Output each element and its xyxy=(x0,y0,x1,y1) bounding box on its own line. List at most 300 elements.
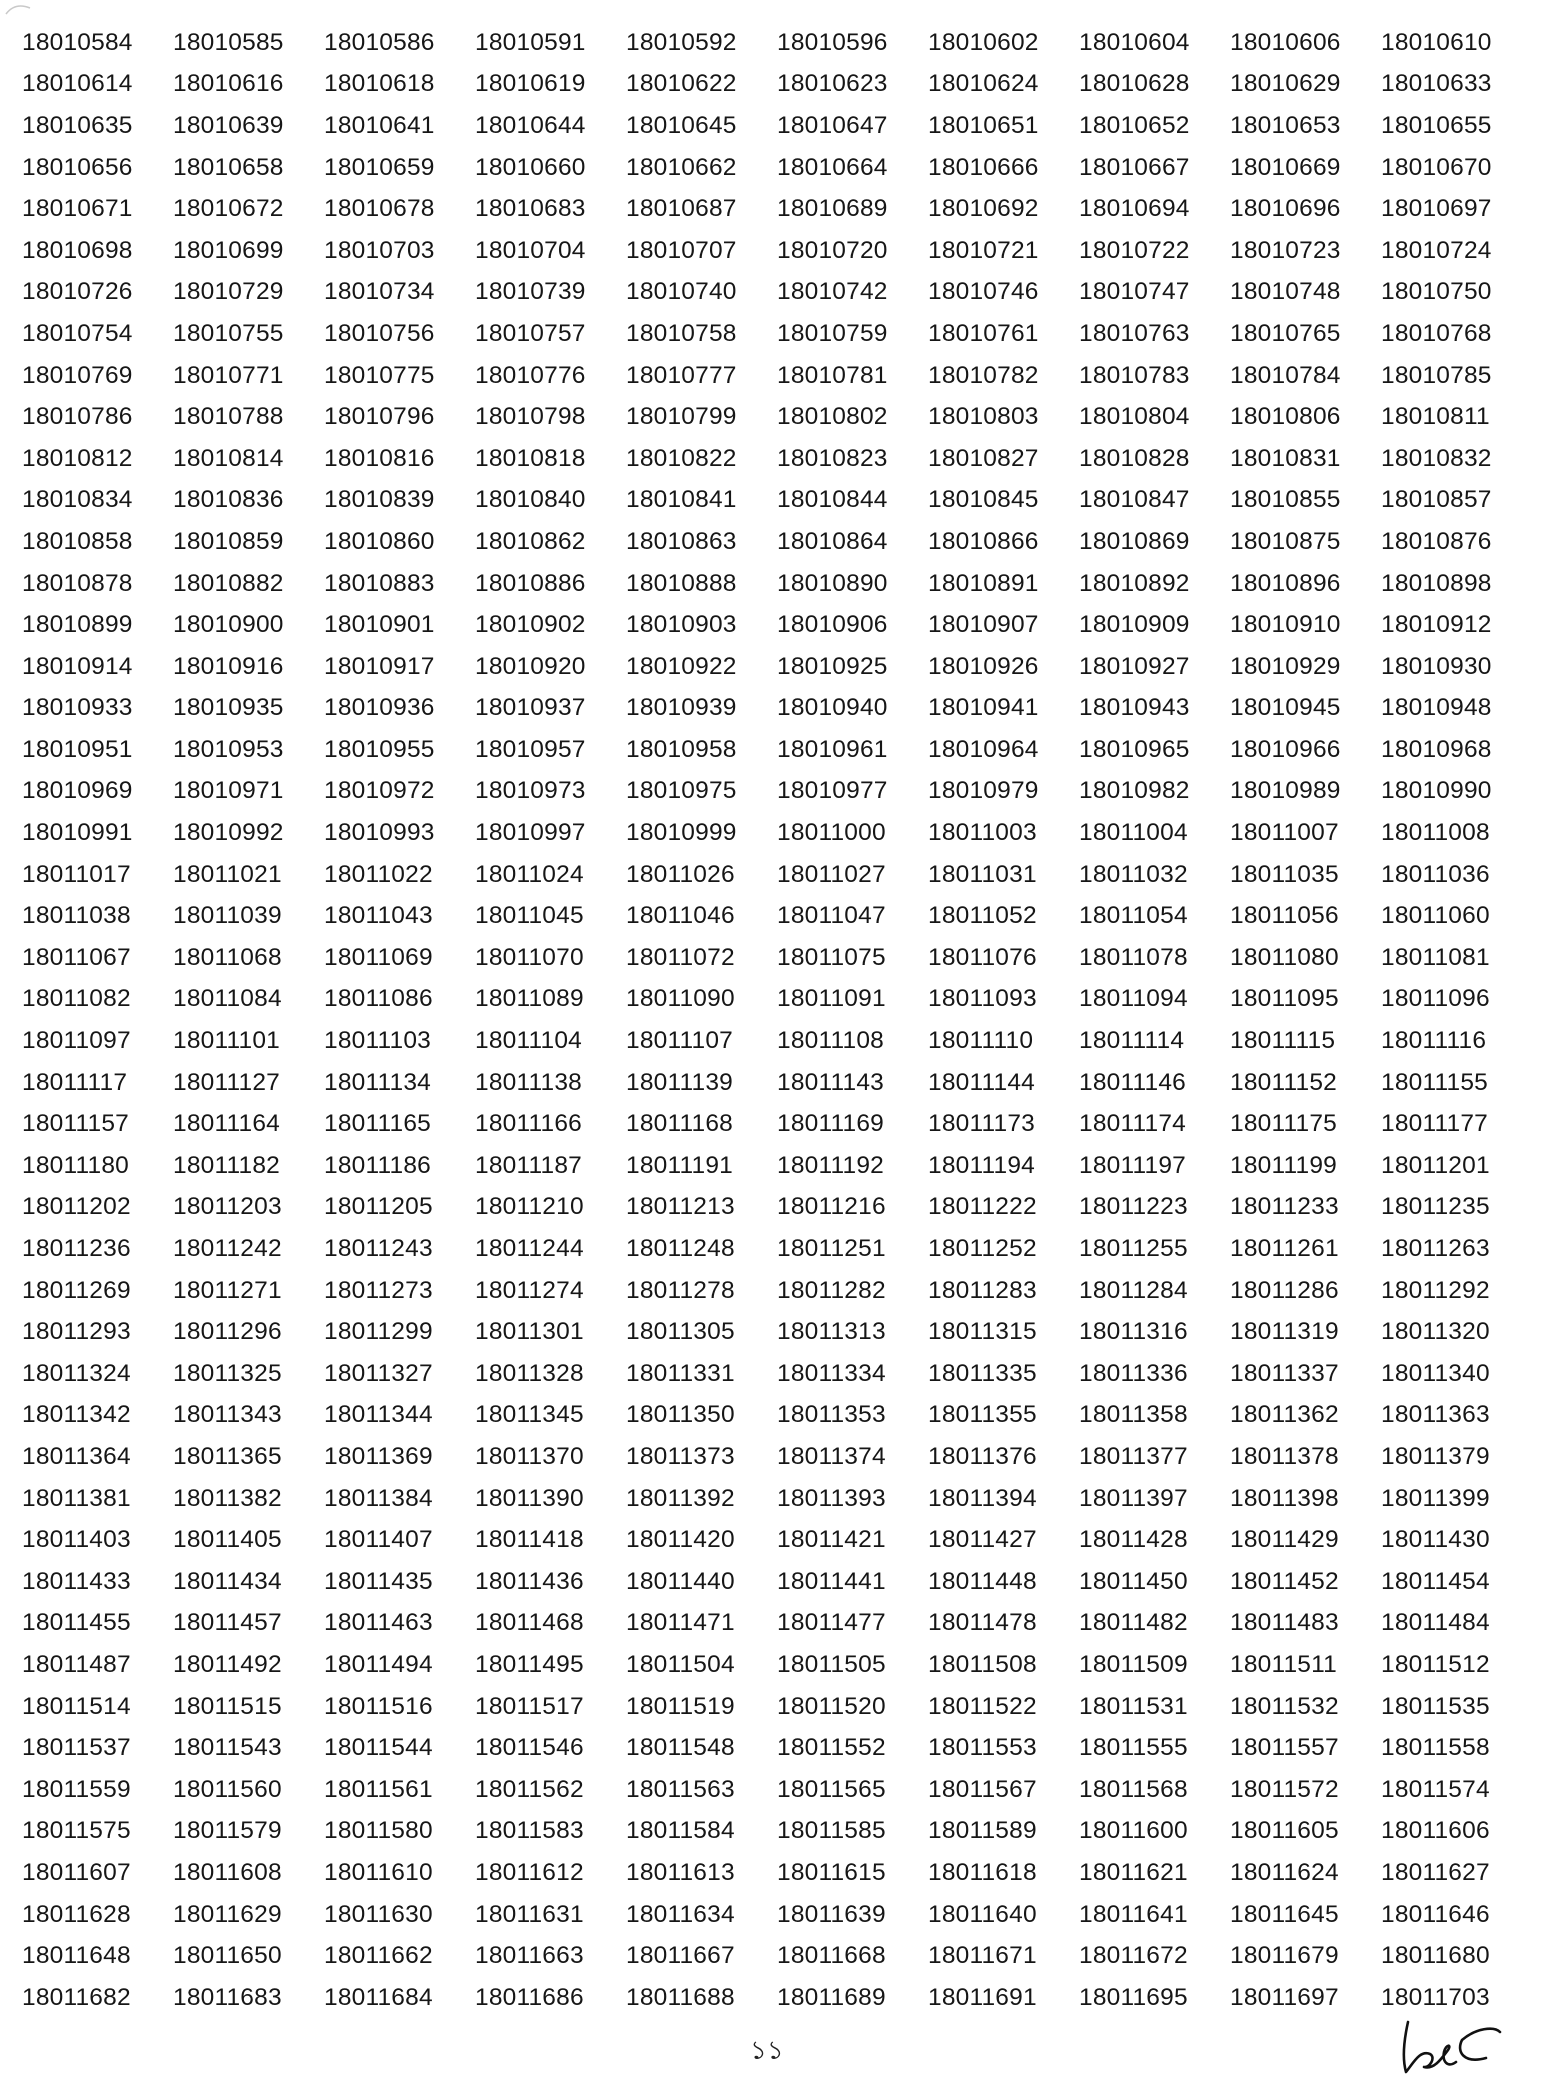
roll-number-cell: 18011535 xyxy=(1381,1692,1490,1720)
roll-number-cell: 18011143 xyxy=(777,1068,884,1096)
roll-number-cell: 18010624 xyxy=(928,70,1039,98)
roll-number-cell: 18010723 xyxy=(1230,236,1341,264)
roll-number-cell: 18011684 xyxy=(324,1983,433,2011)
roll-number-cell: 18010670 xyxy=(1381,153,1492,181)
table-row xyxy=(22,1103,1532,1145)
roll-number-cell: 18011319 xyxy=(1230,1318,1339,1346)
roll-number-cell: 18010618 xyxy=(324,70,435,98)
table-row xyxy=(22,64,1532,106)
roll-number-cell: 18010781 xyxy=(777,361,888,389)
roll-number-cell: 18010591 xyxy=(475,28,586,56)
roll-number-cell: 18011607 xyxy=(22,1858,131,1886)
roll-number-cell: 18011378 xyxy=(1230,1442,1339,1470)
roll-number-cell: 18010975 xyxy=(626,777,737,805)
table-row xyxy=(22,355,1532,397)
roll-number-cell: 18010937 xyxy=(475,694,586,722)
roll-number-cell: 18011187 xyxy=(475,1151,582,1179)
roll-number-cell: 18011070 xyxy=(475,943,584,971)
roll-number-cell: 18010669 xyxy=(1230,153,1341,181)
roll-number-cell: 18011003 xyxy=(928,819,1037,847)
roll-number-cell: 18010857 xyxy=(1381,486,1492,514)
roll-number-cell: 18011365 xyxy=(173,1442,282,1470)
roll-number-cell: 18011026 xyxy=(626,860,735,888)
roll-number-cell: 18011091 xyxy=(777,985,886,1013)
roll-number-cell: 18011056 xyxy=(1230,902,1339,930)
roll-number-cell: 18010930 xyxy=(1381,652,1492,680)
roll-number-cell: 18011324 xyxy=(22,1359,131,1387)
roll-number-cell: 18011116 xyxy=(1381,1027,1487,1055)
roll-number-cell: 18011115 xyxy=(1230,1027,1336,1055)
roll-number-cell: 18011703 xyxy=(1381,1983,1490,2011)
roll-number-cell: 18011605 xyxy=(1230,1817,1339,1845)
roll-number-cell: 18010604 xyxy=(1079,28,1190,56)
roll-number-cell: 18011589 xyxy=(928,1817,1037,1845)
roll-number-cell: 18010883 xyxy=(324,569,435,597)
roll-number-cell: 18011273 xyxy=(324,1276,433,1304)
table-row xyxy=(22,1228,1532,1270)
roll-number-cell: 18011392 xyxy=(626,1484,735,1512)
roll-number-cell: 18010720 xyxy=(777,236,888,264)
roll-number-cell: 18010644 xyxy=(475,111,586,139)
roll-number-cell: 18010802 xyxy=(777,403,888,431)
roll-number-cell: 18011508 xyxy=(928,1650,1037,1678)
roll-number-cell: 18011631 xyxy=(475,1900,584,1928)
roll-number-cell: 18011191 xyxy=(626,1151,733,1179)
roll-number-cell: 18010694 xyxy=(1079,195,1190,223)
roll-number-cell: 18011667 xyxy=(626,1942,735,1970)
roll-number-cell: 18011223 xyxy=(1079,1193,1188,1221)
roll-number-cell: 18011515 xyxy=(173,1692,282,1720)
roll-number-cell: 18011390 xyxy=(475,1484,584,1512)
roll-number-cell: 18010993 xyxy=(324,819,435,847)
roll-number-cell: 18011144 xyxy=(928,1068,1035,1096)
roll-number-cell: 18010658 xyxy=(173,153,284,181)
roll-number-cell: 18011608 xyxy=(173,1858,282,1886)
roll-number-cell: 18011222 xyxy=(928,1193,1037,1221)
roll-number-cell: 18011282 xyxy=(777,1276,886,1304)
roll-number-cell: 18010769 xyxy=(22,361,133,389)
roll-number-cell: 18011177 xyxy=(1381,1110,1488,1138)
roll-number-cell: 18011021 xyxy=(173,860,282,888)
roll-number-cell: 18010936 xyxy=(324,694,435,722)
roll-number-cell: 18010941 xyxy=(928,694,1039,722)
roll-number-cell: 18010633 xyxy=(1381,70,1492,98)
table-row xyxy=(22,1603,1532,1645)
roll-number-cell: 18011096 xyxy=(1381,985,1490,1013)
roll-number-cell: 18011054 xyxy=(1079,902,1188,930)
roll-number-cell: 18010982 xyxy=(1079,777,1190,805)
table-row xyxy=(22,563,1532,605)
roll-number-cell: 18010898 xyxy=(1381,569,1492,597)
roll-number-cell: 18011512 xyxy=(1381,1650,1490,1678)
roll-number-cell: 18011600 xyxy=(1079,1817,1188,1845)
table-row xyxy=(22,1062,1532,1104)
table-row xyxy=(22,1935,1532,1977)
roll-number-cell: 18010678 xyxy=(324,195,435,223)
roll-number-cell: 18010788 xyxy=(173,403,284,431)
roll-number-cell: 18011216 xyxy=(777,1193,886,1221)
roll-number-cell: 18010664 xyxy=(777,153,888,181)
roll-number-cell: 18011373 xyxy=(626,1442,735,1470)
roll-number-cell: 18011682 xyxy=(22,1983,131,2011)
table-row xyxy=(22,1644,1532,1686)
roll-number-cell: 18011403 xyxy=(22,1526,131,1554)
roll-number-cell: 18010662 xyxy=(626,153,737,181)
roll-number-cell: 18010726 xyxy=(22,278,133,306)
roll-number-cell: 18010862 xyxy=(475,527,586,555)
roll-number-cell: 18011024 xyxy=(475,860,584,888)
roll-number-cell: 18011648 xyxy=(22,1942,131,1970)
roll-number-cell: 18011203 xyxy=(173,1193,282,1221)
roll-number-cell: 18010755 xyxy=(173,319,284,347)
table-row xyxy=(22,1769,1532,1811)
roll-number-cell: 18010927 xyxy=(1079,652,1190,680)
roll-number-cell: 18011555 xyxy=(1079,1734,1188,1762)
roll-number-cell: 18010746 xyxy=(928,278,1039,306)
roll-number-cell: 18011084 xyxy=(173,985,282,1013)
roll-number-cell: 18010811 xyxy=(1381,403,1490,431)
roll-number-cell: 18010783 xyxy=(1079,361,1190,389)
roll-number-cell: 18011344 xyxy=(324,1401,433,1429)
roll-number-cell: 18011067 xyxy=(22,943,131,971)
roll-number-cell: 18011463 xyxy=(324,1609,433,1637)
roll-number-cell: 18011504 xyxy=(626,1650,735,1678)
roll-number-cell: 18011093 xyxy=(928,985,1037,1013)
roll-number-cell: 18010777 xyxy=(626,361,737,389)
table-row xyxy=(22,1353,1532,1395)
roll-number-cell: 18011563 xyxy=(626,1775,735,1803)
roll-number-cell: 18011157 xyxy=(22,1110,129,1138)
table-row xyxy=(22,1811,1532,1853)
roll-number-cell: 18010973 xyxy=(475,777,586,805)
roll-number-cell: 18011624 xyxy=(1230,1858,1339,1886)
roll-number-cell: 18010666 xyxy=(928,153,1039,181)
roll-number-cell: 18010771 xyxy=(173,361,284,389)
roll-number-cell: 18011494 xyxy=(324,1650,433,1678)
roll-number-cell: 18011328 xyxy=(475,1359,584,1387)
table-row xyxy=(22,1977,1532,2019)
roll-number-cell: 18010935 xyxy=(173,694,284,722)
roll-number-cell: 18011428 xyxy=(1079,1526,1188,1554)
table-row xyxy=(22,1145,1532,1187)
roll-number-cell: 18010965 xyxy=(1079,735,1190,763)
roll-number-cell: 18010929 xyxy=(1230,652,1341,680)
roll-number-cell: 18011069 xyxy=(324,943,433,971)
roll-number-cell: 18011271 xyxy=(173,1276,282,1304)
roll-number-cell: 18010832 xyxy=(1381,444,1492,472)
roll-number-cell: 18011117 xyxy=(22,1068,128,1096)
roll-number-cell: 18010917 xyxy=(324,652,435,680)
table-row xyxy=(22,688,1532,730)
roll-number-cell: 18010748 xyxy=(1230,278,1341,306)
roll-number-cell: 18011108 xyxy=(777,1027,884,1055)
roll-number-cell: 18010798 xyxy=(475,403,586,431)
roll-number-cell: 18010672 xyxy=(173,195,284,223)
roll-number-cell: 18011457 xyxy=(173,1609,282,1637)
page-number: ১১ xyxy=(750,2036,784,2066)
roll-number-cell: 18010971 xyxy=(173,777,284,805)
roll-number-cell: 18010940 xyxy=(777,694,888,722)
roll-number-cell: 18011097 xyxy=(22,1027,131,1055)
roll-number-cell: 18011613 xyxy=(626,1858,735,1886)
roll-number-cell: 18011045 xyxy=(475,902,584,930)
roll-number-cell: 18011579 xyxy=(173,1817,282,1845)
roll-number-cell: 18011544 xyxy=(324,1734,433,1762)
table-row xyxy=(22,1561,1532,1603)
roll-number-cell: 18011331 xyxy=(626,1359,735,1387)
roll-number-cell: 18011639 xyxy=(777,1900,886,1928)
roll-number-cell: 18010822 xyxy=(626,444,737,472)
roll-number-cell: 18011641 xyxy=(1079,1900,1188,1928)
roll-number-cell: 18010839 xyxy=(324,486,435,514)
roll-number-cell: 18011505 xyxy=(777,1650,886,1678)
roll-number-cell: 18010863 xyxy=(626,527,737,555)
roll-number-cell: 18011448 xyxy=(928,1567,1037,1595)
roll-number-cell: 18011152 xyxy=(1230,1068,1337,1096)
roll-number-cell: 18010969 xyxy=(22,777,133,805)
roll-number-cell: 18010823 xyxy=(777,444,888,472)
roll-number-cell: 18011407 xyxy=(324,1526,433,1554)
roll-number-cell: 18010652 xyxy=(1079,111,1190,139)
roll-number-cell: 18011568 xyxy=(1079,1775,1188,1803)
roll-number-cell: 18010914 xyxy=(22,652,133,680)
roll-number-cell: 18011165 xyxy=(324,1110,431,1138)
roll-number-cell: 18010724 xyxy=(1381,236,1492,264)
roll-number-cell: 18011369 xyxy=(324,1442,433,1470)
roll-number-cell: 18010635 xyxy=(22,111,133,139)
roll-number-cell: 18010866 xyxy=(928,527,1039,555)
roll-number-cell: 18011202 xyxy=(22,1193,131,1221)
table-row xyxy=(22,272,1532,314)
roll-number-cell: 18011104 xyxy=(475,1027,582,1055)
roll-number-cell: 18010614 xyxy=(22,70,133,98)
roll-number-cell: 18011032 xyxy=(1079,860,1188,888)
roll-number-cell: 18011047 xyxy=(777,902,886,930)
roll-number-cell: 18011080 xyxy=(1230,943,1339,971)
roll-number-cell: 18010910 xyxy=(1230,611,1341,639)
roll-number-cell: 18011296 xyxy=(173,1318,282,1346)
roll-number-cell: 18011213 xyxy=(626,1193,735,1221)
roll-number-cell: 18010864 xyxy=(777,527,888,555)
roll-number-cell: 18010964 xyxy=(928,735,1039,763)
roll-number-cell: 18010796 xyxy=(324,403,435,431)
table-row xyxy=(22,1852,1532,1894)
roll-number-cell: 18011537 xyxy=(22,1734,131,1762)
roll-number-cell: 18011353 xyxy=(777,1401,886,1429)
roll-number-cell: 18011197 xyxy=(1079,1151,1186,1179)
table-row xyxy=(22,646,1532,688)
roll-number-cell: 18011362 xyxy=(1230,1401,1339,1429)
roll-number-cell: 18011313 xyxy=(777,1318,886,1346)
roll-number-cell: 18010916 xyxy=(173,652,284,680)
table-row xyxy=(22,1311,1532,1353)
roll-number-cell: 18010754 xyxy=(22,319,133,347)
roll-number-cell: 18010763 xyxy=(1079,319,1190,347)
roll-number-cell: 18011035 xyxy=(1230,860,1339,888)
roll-number-cell: 18011382 xyxy=(173,1484,282,1512)
roll-number-cell: 18010803 xyxy=(928,403,1039,431)
roll-number-cell: 18010925 xyxy=(777,652,888,680)
roll-number-cell: 18011683 xyxy=(173,1983,282,2011)
roll-number-cell: 18011090 xyxy=(626,985,735,1013)
roll-number-cell: 18011269 xyxy=(22,1276,131,1304)
roll-number-cell: 18011004 xyxy=(1079,819,1188,847)
roll-number-cell: 18011522 xyxy=(928,1692,1037,1720)
roll-number-cell: 18010951 xyxy=(22,735,133,763)
table-row xyxy=(22,1727,1532,1769)
roll-number-cell: 18010841 xyxy=(626,486,737,514)
roll-number-cell: 18010903 xyxy=(626,611,737,639)
roll-number-cell: 18011169 xyxy=(777,1110,884,1138)
roll-number-cell: 18010750 xyxy=(1381,278,1492,306)
roll-number-cell: 18010799 xyxy=(626,403,737,431)
roll-number-cell: 18010585 xyxy=(173,28,284,56)
roll-number-cell: 18011553 xyxy=(928,1734,1037,1762)
roll-number-cell: 18011436 xyxy=(475,1567,584,1595)
roll-number-cell: 18011305 xyxy=(626,1318,735,1346)
roll-number-cell: 18010900 xyxy=(173,611,284,639)
roll-number-cell: 18010816 xyxy=(324,444,435,472)
roll-number-cell: 18011334 xyxy=(777,1359,886,1387)
roll-number-cell: 18011182 xyxy=(173,1151,280,1179)
roll-number-cell: 18010696 xyxy=(1230,195,1341,223)
roll-number-cell: 18010683 xyxy=(475,195,586,223)
roll-number-cell: 18011487 xyxy=(22,1650,131,1678)
roll-number-cell: 18011168 xyxy=(626,1110,733,1138)
roll-number-cell: 18010961 xyxy=(777,735,888,763)
roll-number-cell: 18011546 xyxy=(475,1734,584,1762)
table-row xyxy=(22,1686,1532,1728)
roll-number-cell: 18011441 xyxy=(777,1567,886,1595)
roll-number-cell: 18010859 xyxy=(173,527,284,555)
roll-number-cell: 18011337 xyxy=(1230,1359,1339,1387)
roll-number-cell: 18010765 xyxy=(1230,319,1341,347)
roll-number-cell: 18011454 xyxy=(1381,1567,1490,1595)
roll-number-cell: 18011531 xyxy=(1079,1692,1188,1720)
roll-number-cell: 18010758 xyxy=(626,319,737,347)
roll-number-cell: 18011192 xyxy=(777,1151,884,1179)
roll-number-cell: 18011384 xyxy=(324,1484,433,1512)
roll-number-cell: 18011255 xyxy=(1079,1235,1188,1263)
roll-number-cell: 18011284 xyxy=(1079,1276,1188,1304)
roll-number-cell: 18010776 xyxy=(475,361,586,389)
roll-number-cell: 18011492 xyxy=(173,1650,282,1678)
table-row xyxy=(22,438,1532,480)
roll-number-cell: 18011173 xyxy=(928,1110,1035,1138)
roll-number-cell: 18011283 xyxy=(928,1276,1037,1304)
roll-number-cell: 18011688 xyxy=(626,1983,735,2011)
table-row xyxy=(22,937,1532,979)
roll-number-cell: 18010721 xyxy=(928,236,1039,264)
roll-number-cell: 18011418 xyxy=(475,1526,584,1554)
roll-number-cell: 18011452 xyxy=(1230,1567,1339,1595)
roll-number-cell: 18011316 xyxy=(1079,1318,1188,1346)
roll-number-cell: 18011393 xyxy=(777,1484,886,1512)
roll-number-cell: 18010831 xyxy=(1230,444,1341,472)
roll-number-cell: 18010784 xyxy=(1230,361,1341,389)
roll-number-cell: 18011274 xyxy=(475,1276,584,1304)
roll-number-cell: 18010704 xyxy=(475,236,586,264)
roll-number-cell: 18010697 xyxy=(1381,195,1492,223)
roll-number-cell: 18010785 xyxy=(1381,361,1492,389)
roll-number-cell: 18010948 xyxy=(1381,694,1492,722)
roll-number-cell: 18011355 xyxy=(928,1401,1037,1429)
roll-number-cell: 18010860 xyxy=(324,527,435,555)
roll-number-cell: 18011483 xyxy=(1230,1609,1339,1637)
roll-number-cell: 18010689 xyxy=(777,195,888,223)
roll-number-cell: 18010896 xyxy=(1230,569,1341,597)
roll-number-cell: 18011516 xyxy=(324,1692,433,1720)
table-row xyxy=(22,771,1532,813)
roll-number-cell: 18010698 xyxy=(22,236,133,264)
table-row xyxy=(22,729,1532,771)
roll-number-cell: 18010943 xyxy=(1079,694,1190,722)
roll-number-cell: 18011574 xyxy=(1381,1775,1490,1803)
roll-number-cell: 18011691 xyxy=(928,1983,1037,2011)
roll-number-cell: 18011379 xyxy=(1381,1442,1490,1470)
roll-number-cell: 18011575 xyxy=(22,1817,131,1845)
roll-number-cell: 18010958 xyxy=(626,735,737,763)
roll-number-cell: 18011186 xyxy=(324,1151,431,1179)
roll-number-cell: 18010692 xyxy=(928,195,1039,223)
roll-number-cell: 18011420 xyxy=(626,1526,735,1554)
roll-number-cell: 18010912 xyxy=(1381,611,1492,639)
roll-number-cell: 18010953 xyxy=(173,735,284,763)
roll-number-cell: 18011552 xyxy=(777,1734,886,1762)
roll-number-cell: 18011381 xyxy=(22,1484,131,1512)
roll-number-cell: 18011650 xyxy=(173,1942,282,1970)
roll-number-cell: 18011695 xyxy=(1079,1983,1188,2011)
roll-number-cell: 18010977 xyxy=(777,777,888,805)
roll-number-cell: 18011519 xyxy=(626,1692,735,1720)
roll-number-cell: 18011482 xyxy=(1079,1609,1188,1637)
table-row xyxy=(22,147,1532,189)
roll-number-cell: 18011027 xyxy=(777,860,886,888)
roll-number-cell: 18011350 xyxy=(626,1401,735,1429)
roll-number-cell: 18010623 xyxy=(777,70,888,98)
roll-number-cell: 18011082 xyxy=(22,985,131,1013)
roll-number-cell: 18011327 xyxy=(324,1359,433,1387)
roll-number-cell: 18011398 xyxy=(1230,1484,1339,1512)
roll-number-cell: 18010909 xyxy=(1079,611,1190,639)
roll-number-cell: 18011043 xyxy=(324,902,433,930)
roll-number-cell: 18011615 xyxy=(777,1858,886,1886)
table-row xyxy=(22,313,1532,355)
roll-number-cell: 18010847 xyxy=(1079,486,1190,514)
table-row xyxy=(22,230,1532,272)
roll-number-cell: 18011194 xyxy=(928,1151,1035,1179)
roll-number-cell: 18011440 xyxy=(626,1567,735,1595)
roll-number-cell: 18011180 xyxy=(22,1151,129,1179)
roll-number-cell: 18010768 xyxy=(1381,319,1492,347)
roll-number-cell: 18011618 xyxy=(928,1858,1037,1886)
roll-number-cell: 18010645 xyxy=(626,111,737,139)
roll-number-cell: 18011430 xyxy=(1381,1526,1490,1554)
roll-number-cell: 18010999 xyxy=(626,819,737,847)
roll-number-cell: 18011244 xyxy=(475,1235,584,1263)
roll-number-cell: 18011031 xyxy=(928,860,1037,888)
roll-number-cell: 18011320 xyxy=(1381,1318,1490,1346)
roll-number-cell: 18010858 xyxy=(22,527,133,555)
roll-number-cell: 18011201 xyxy=(1381,1151,1490,1179)
roll-number-cell: 18011038 xyxy=(22,902,131,930)
roll-number-cell: 18011138 xyxy=(475,1068,582,1096)
roll-number-cell: 18011242 xyxy=(173,1235,282,1263)
roll-number-cell: 18011628 xyxy=(22,1900,131,1928)
roll-number-cell: 18011429 xyxy=(1230,1526,1339,1554)
roll-number-cell: 18011450 xyxy=(1079,1567,1188,1595)
roll-number-cell: 18010876 xyxy=(1381,527,1492,555)
